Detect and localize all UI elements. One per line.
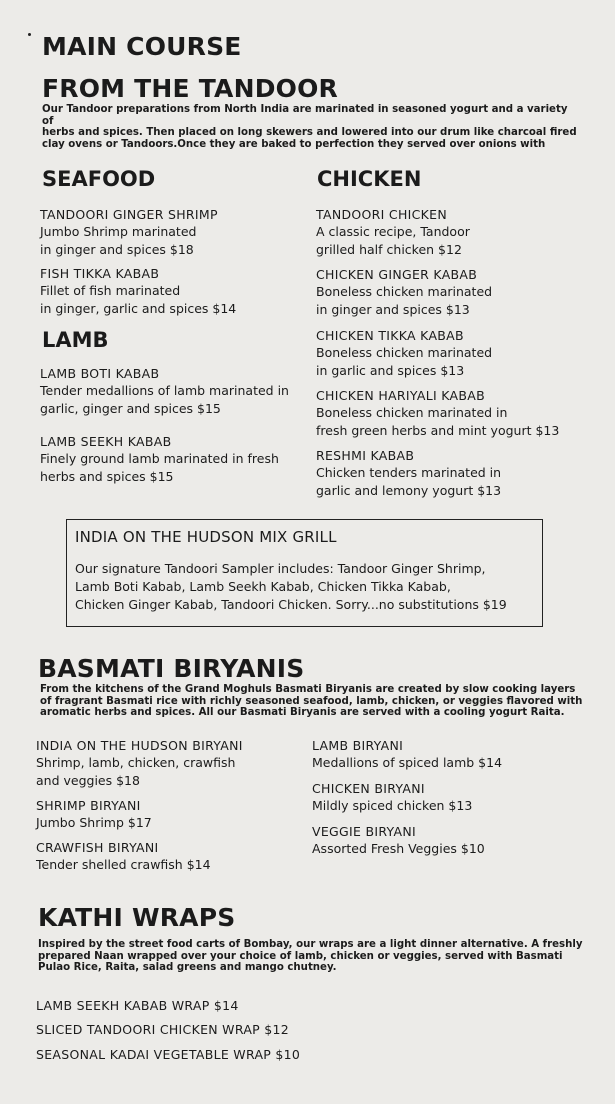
menu-item xyxy=(316,388,559,440)
item-desc-line: Boneless chicken marinated xyxy=(316,284,493,299)
kathi-intro-line: Pulao Rice, Raita, salad greens and mango chutney. xyxy=(38,962,337,973)
seafood-heading: SEAFOOD xyxy=(42,167,156,191)
item-name: TANDOORI GINGER SHRIMP xyxy=(40,207,218,222)
item-desc-line: A classic recipe, Tandoor xyxy=(316,224,470,239)
main-course-title: MAIN COURSE xyxy=(42,32,242,61)
menu-item xyxy=(36,840,211,874)
item-desc xyxy=(316,404,559,440)
item-desc-line: in ginger and spices $18 xyxy=(40,242,194,257)
menu-item xyxy=(312,738,502,772)
menu-item xyxy=(36,798,152,832)
tandoor-heading: FROM THE TANDOOR xyxy=(42,74,339,103)
item-desc xyxy=(36,856,211,874)
item-desc xyxy=(40,223,218,259)
item-desc-line: Tender shelled crawfish $14 xyxy=(36,857,211,872)
item-desc xyxy=(40,382,289,418)
item-desc-line: Mildly spiced chicken $13 xyxy=(312,798,473,813)
menu-item xyxy=(40,266,236,318)
tandoor-intro xyxy=(42,104,582,150)
item-desc-line: in ginger, garlic and spices $14 xyxy=(40,301,237,316)
menu-item xyxy=(40,366,289,418)
mix-grill-title: INDIA ON THE HUDSON MIX GRILL xyxy=(75,528,337,546)
menu-item xyxy=(312,824,485,858)
item-desc-line: Boneless chicken marinated xyxy=(316,345,493,360)
item-desc xyxy=(36,754,243,790)
item-name: RESHMI KABAB xyxy=(316,448,415,463)
tandoor-intro-line: clay ovens or Tandoors.Once they are baked to perfection they served over onions with xyxy=(42,138,546,150)
item-desc xyxy=(312,754,502,772)
lamb-heading: LAMB xyxy=(42,328,109,352)
item-name: SHRIMP BIRYANI xyxy=(36,798,141,813)
biryanis-intro-line: From the kitchens of the Grand Moghuls Basmati Biryanis are created by slow cooking layers xyxy=(40,684,576,695)
menu-item xyxy=(316,207,470,259)
item-name: FISH TIKKA KABAB xyxy=(40,266,160,281)
item-desc-line: Chicken tenders marinated in xyxy=(316,465,502,480)
item-name: CHICKEN GINGER KABAB xyxy=(316,267,478,282)
item-desc-line: in ginger and spices $13 xyxy=(316,302,470,317)
kathi-intro xyxy=(38,939,593,974)
biryanis-intro xyxy=(40,684,590,719)
item-desc-line: Tender medallions of lamb marinated in xyxy=(40,383,289,398)
item-desc xyxy=(316,344,492,380)
item-name: CHICKEN TIKKA KABAB xyxy=(316,328,464,343)
item-desc-line: Jumbo Shrimp marinated xyxy=(40,224,197,239)
item-desc-line: Finely ground lamb marinated in fresh xyxy=(40,451,279,466)
wrap-item: SEASONAL KADAI VEGETABLE WRAP $10 xyxy=(36,1047,301,1062)
mix-grill-desc-line: Chicken Ginger Kabab, Tandoori Chicken. Sorry...no substitutions $19 xyxy=(75,597,507,612)
item-desc-line: herbs and spices $15 xyxy=(40,469,174,484)
item-desc-line: grilled half chicken $12 xyxy=(316,242,462,257)
item-desc-line: garlic and lemony yogurt $13 xyxy=(316,483,502,498)
item-name: LAMB BIRYANI xyxy=(312,738,404,753)
item-name: INDIA ON THE HUDSON BIRYANI xyxy=(36,738,243,753)
item-desc-line: in garlic and spices $13 xyxy=(316,363,465,378)
biryanis-heading: BASMATI BIRYANIS xyxy=(38,654,305,683)
kathi-intro-line: Inspired by the street food carts of Bombay, our wraps are a light dinner alternative. A freshly xyxy=(38,939,583,950)
item-desc-line: Assorted Fresh Veggies $10 xyxy=(312,841,485,856)
tandoor-intro-line: herbs and spices. Then placed on long skewers and lowered into our drum like charcoal fired xyxy=(42,127,577,138)
menu-item xyxy=(312,781,472,815)
item-desc-line: and veggies $18 xyxy=(36,773,140,788)
item-name: TANDOORI CHICKEN xyxy=(316,207,448,222)
item-name: LAMB BOTI KABAB xyxy=(40,366,160,381)
biryanis-intro-line: aromatic herbs and spices. All our Basmati Biryanis are served with a cooling yogurt Raita. xyxy=(40,707,565,718)
menu-item xyxy=(316,328,492,380)
menu-item xyxy=(40,207,218,259)
item-desc xyxy=(40,282,236,318)
item-desc xyxy=(316,223,470,259)
item-desc-line: Shrimp, lamb, chicken, crawfish xyxy=(36,755,236,770)
mix-grill-desc-line: Our signature Tandoori Sampler includes: Tandoor Ginger Shrimp, xyxy=(75,561,486,576)
wrap-item: LAMB SEEKH KABAB WRAP $14 xyxy=(36,998,239,1013)
item-desc xyxy=(36,814,152,832)
item-name: LAMB SEEKH KABAB xyxy=(40,434,172,449)
item-desc xyxy=(316,283,492,319)
tandoor-intro-line: Our Tandoor preparations from North India are marinated in seasoned yogurt and a variety of xyxy=(42,104,568,127)
mix-grill-desc-line: Lamb Boti Kabab, Lamb Seekh Kabab, Chicken Tikka Kabab, xyxy=(75,579,451,594)
chicken-heading: CHICKEN xyxy=(317,167,422,191)
item-desc xyxy=(316,464,501,500)
mix-grill-desc xyxy=(75,560,535,614)
item-desc-line: Fillet of fish marinated xyxy=(40,283,181,298)
item-desc-line: garlic, ginger and spices $15 xyxy=(40,401,221,416)
menu-item xyxy=(316,448,501,500)
item-desc-line: fresh green herbs and mint yogurt $13 xyxy=(316,423,560,438)
item-desc-line: Jumbo Shrimp $17 xyxy=(36,815,152,830)
menu-item xyxy=(316,267,492,319)
item-name: CRAWFISH BIRYANI xyxy=(36,840,159,855)
item-desc-line: Boneless chicken marinated in xyxy=(316,405,508,420)
menu-item xyxy=(40,434,279,486)
biryanis-intro-line: of fragrant Basmati rice with richly seasoned seafood, lamb, chicken, or veggies flavored with xyxy=(40,695,583,707)
decorative-dot xyxy=(28,33,31,36)
item-name: CHICKEN BIRYANI xyxy=(312,781,425,796)
item-name: VEGGIE BIRYANI xyxy=(312,824,416,839)
kathi-heading: KATHI WRAPS xyxy=(38,903,236,932)
item-name: CHICKEN HARIYALI KABAB xyxy=(316,388,485,403)
item-desc xyxy=(312,840,485,858)
item-desc-line: Medallions of spiced lamb $14 xyxy=(312,755,503,770)
wrap-item: SLICED TANDOORI CHICKEN WRAP $12 xyxy=(36,1022,290,1037)
mix-grill-box xyxy=(66,519,543,627)
item-desc xyxy=(312,797,472,815)
kathi-intro-line: prepared Naan wrapped over your choice of lamb, chicken or veggies, served with Basmati xyxy=(38,950,563,962)
item-desc xyxy=(40,450,279,486)
menu-item xyxy=(36,738,243,790)
